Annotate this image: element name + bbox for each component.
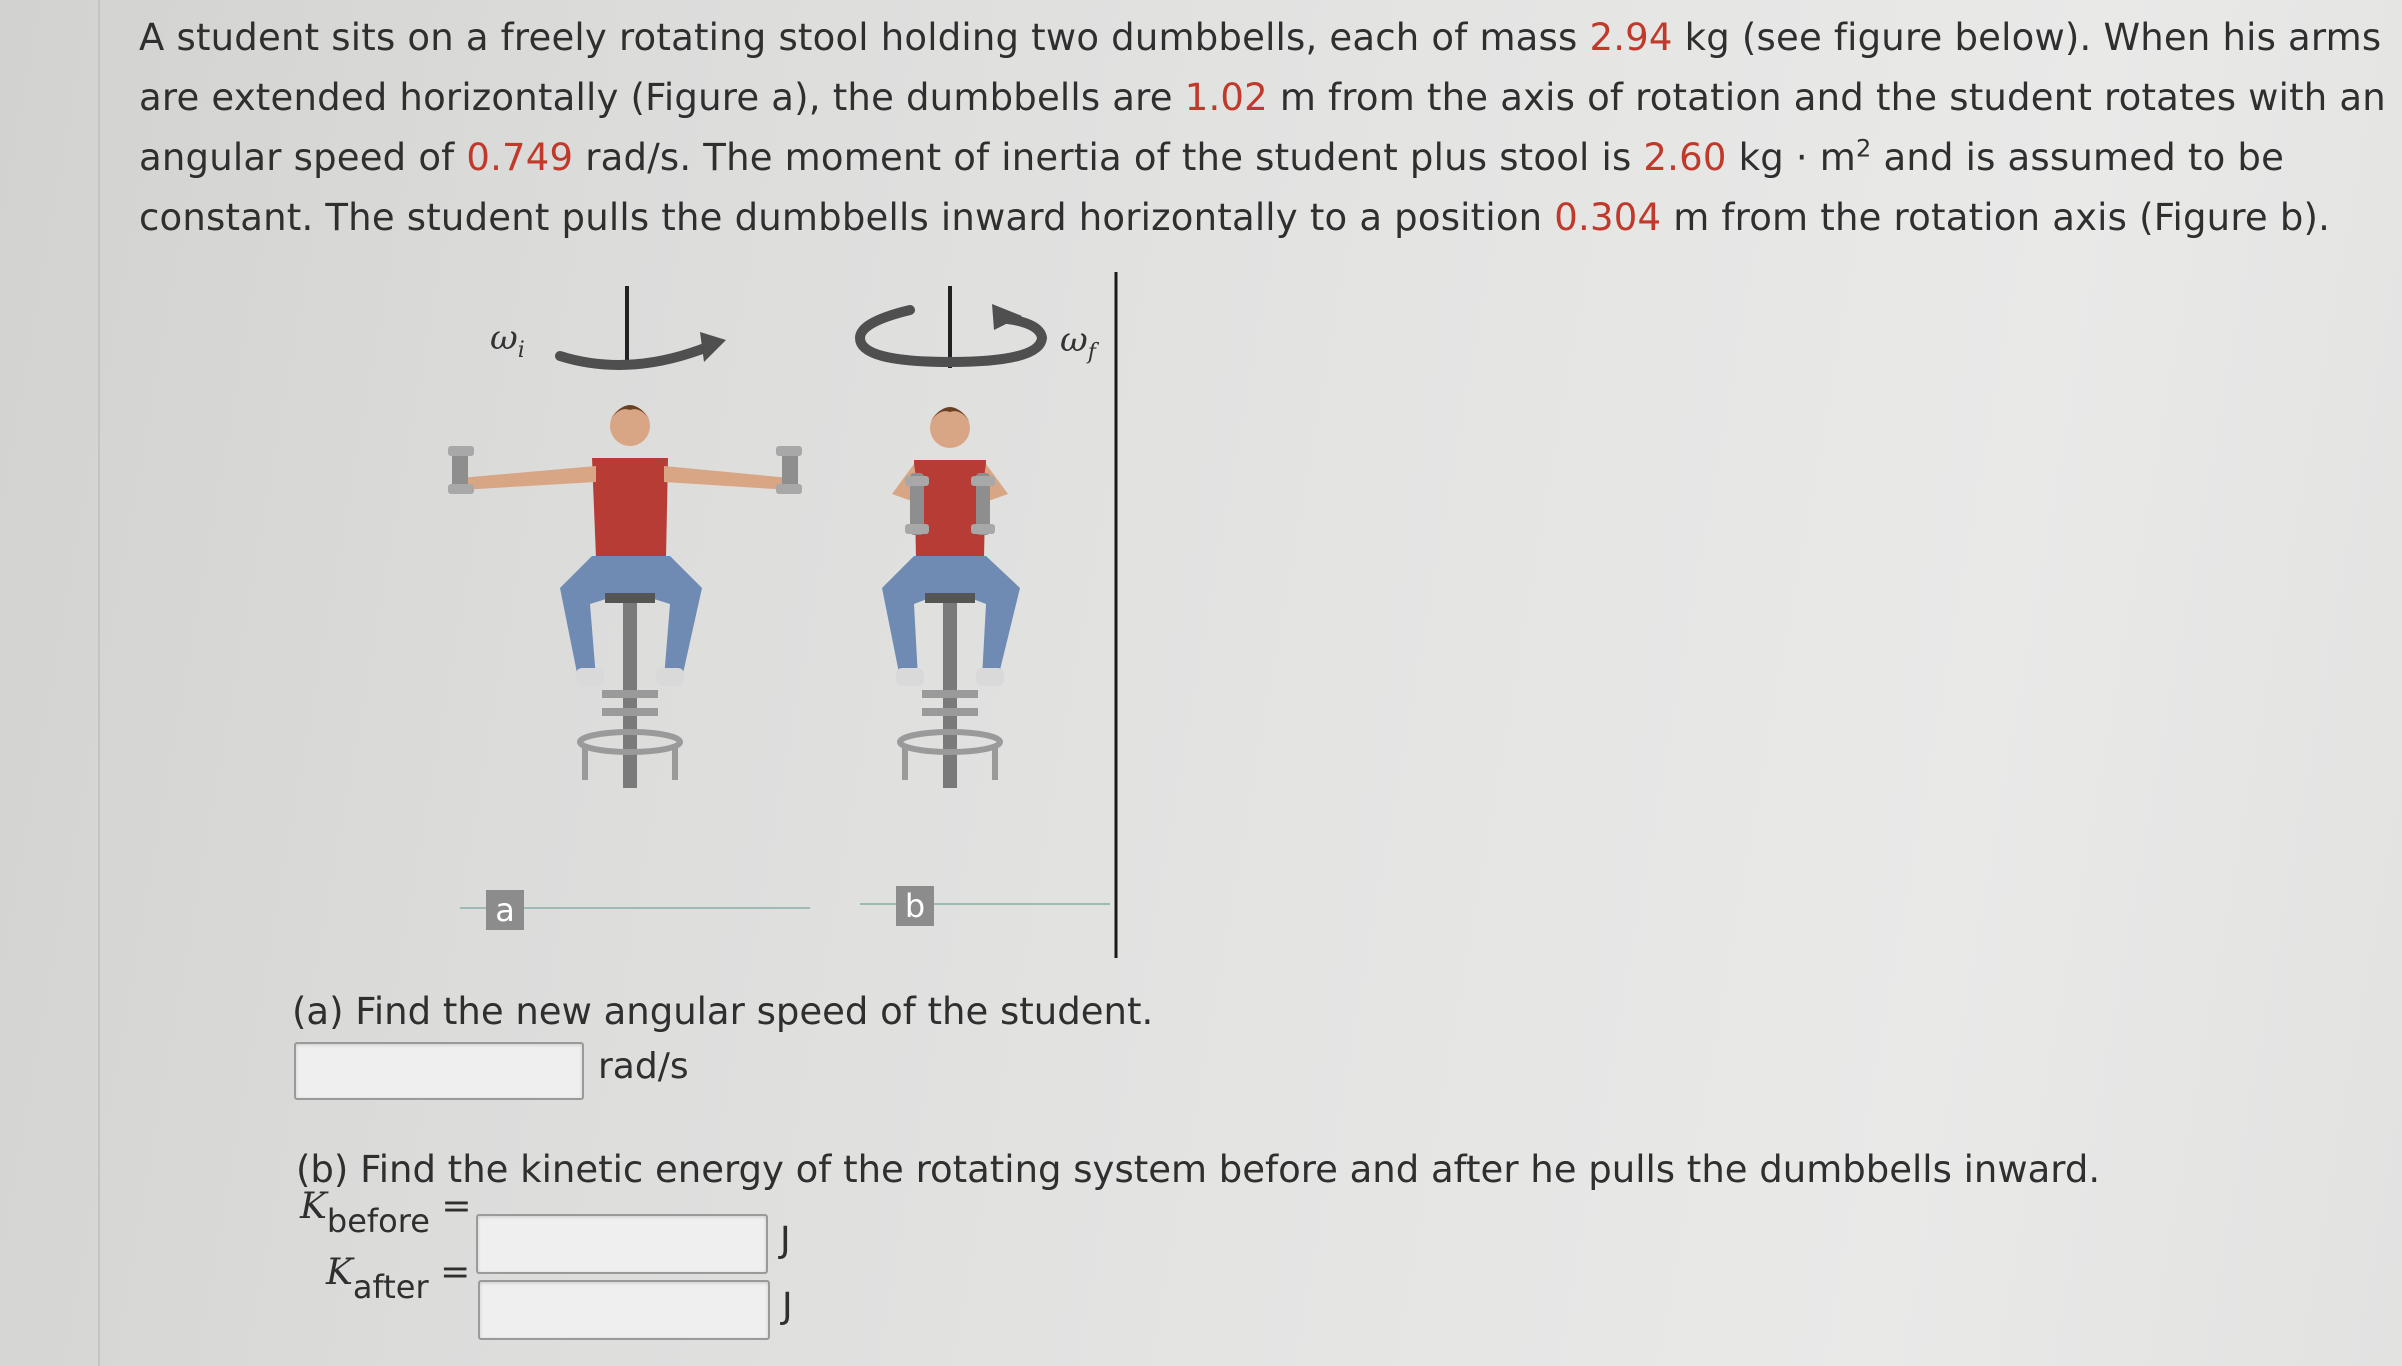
given-final-radius: 0.304	[1554, 196, 1662, 239]
omega-final-label: $\omega_f$	[1060, 320, 1096, 365]
given-initial-angular-speed: 0.749	[466, 136, 574, 179]
k-after-answer-input[interactable]	[478, 1280, 770, 1340]
given-mass: 2.94	[1589, 16, 1673, 59]
figure-illustration	[420, 268, 1120, 968]
omega-initial-label: $\omega_i$	[490, 318, 525, 363]
k-before-unit: J	[780, 1220, 791, 1261]
problem-text-7: m from the rotation axis (Figure b).	[1661, 196, 2331, 239]
given-moment-of-inertia: 2.60	[1643, 136, 1727, 179]
student-arms-pulled-in	[860, 286, 1042, 788]
problem-text-2: kg (see figure below). When his arms are extended horizontally (Figure a), the dumbbells are	[139, 16, 2382, 119]
k-before-answer-input[interactable]	[476, 1214, 768, 1274]
problem-text-3: m from the axis of rotation and the student rotates with an angular speed of	[139, 76, 2386, 179]
problem-text-4: rad/s. The moment of inertia of the student plus stool is	[573, 136, 1644, 179]
page-left-border	[98, 0, 100, 1366]
part-b-prompt: (b) Find the kinetic energy of the rotating system before and after he pulls the dumbbells inward.	[296, 1148, 2101, 1191]
k-before-label: Kbefore =	[300, 1186, 472, 1240]
given-initial-radius: 1.02	[1184, 76, 1268, 119]
problem-text-5: kg · m	[1726, 136, 1857, 179]
problem-statement	[139, 8, 2389, 248]
rotating-student-figure	[420, 268, 1120, 968]
angular-speed-answer-input[interactable]	[294, 1042, 584, 1100]
figure-b-label: b	[896, 886, 934, 926]
k-after-label: Kafter =	[326, 1252, 471, 1306]
part-a-prompt: (a) Find the new angular speed of the student.	[292, 990, 1154, 1033]
problem-text-6: and is assumed to be constant. The student pulls the dumbbells inward horizontally to a position	[139, 136, 2285, 239]
angular-speed-unit: rad/s	[598, 1046, 689, 1087]
problem-text-1: A student sits on a freely rotating stool holding two dumbbells, each of mass	[139, 16, 1590, 59]
figure-a-label: a	[486, 890, 524, 930]
exponent: 2	[1856, 134, 1872, 163]
k-after-unit: J	[782, 1286, 793, 1327]
